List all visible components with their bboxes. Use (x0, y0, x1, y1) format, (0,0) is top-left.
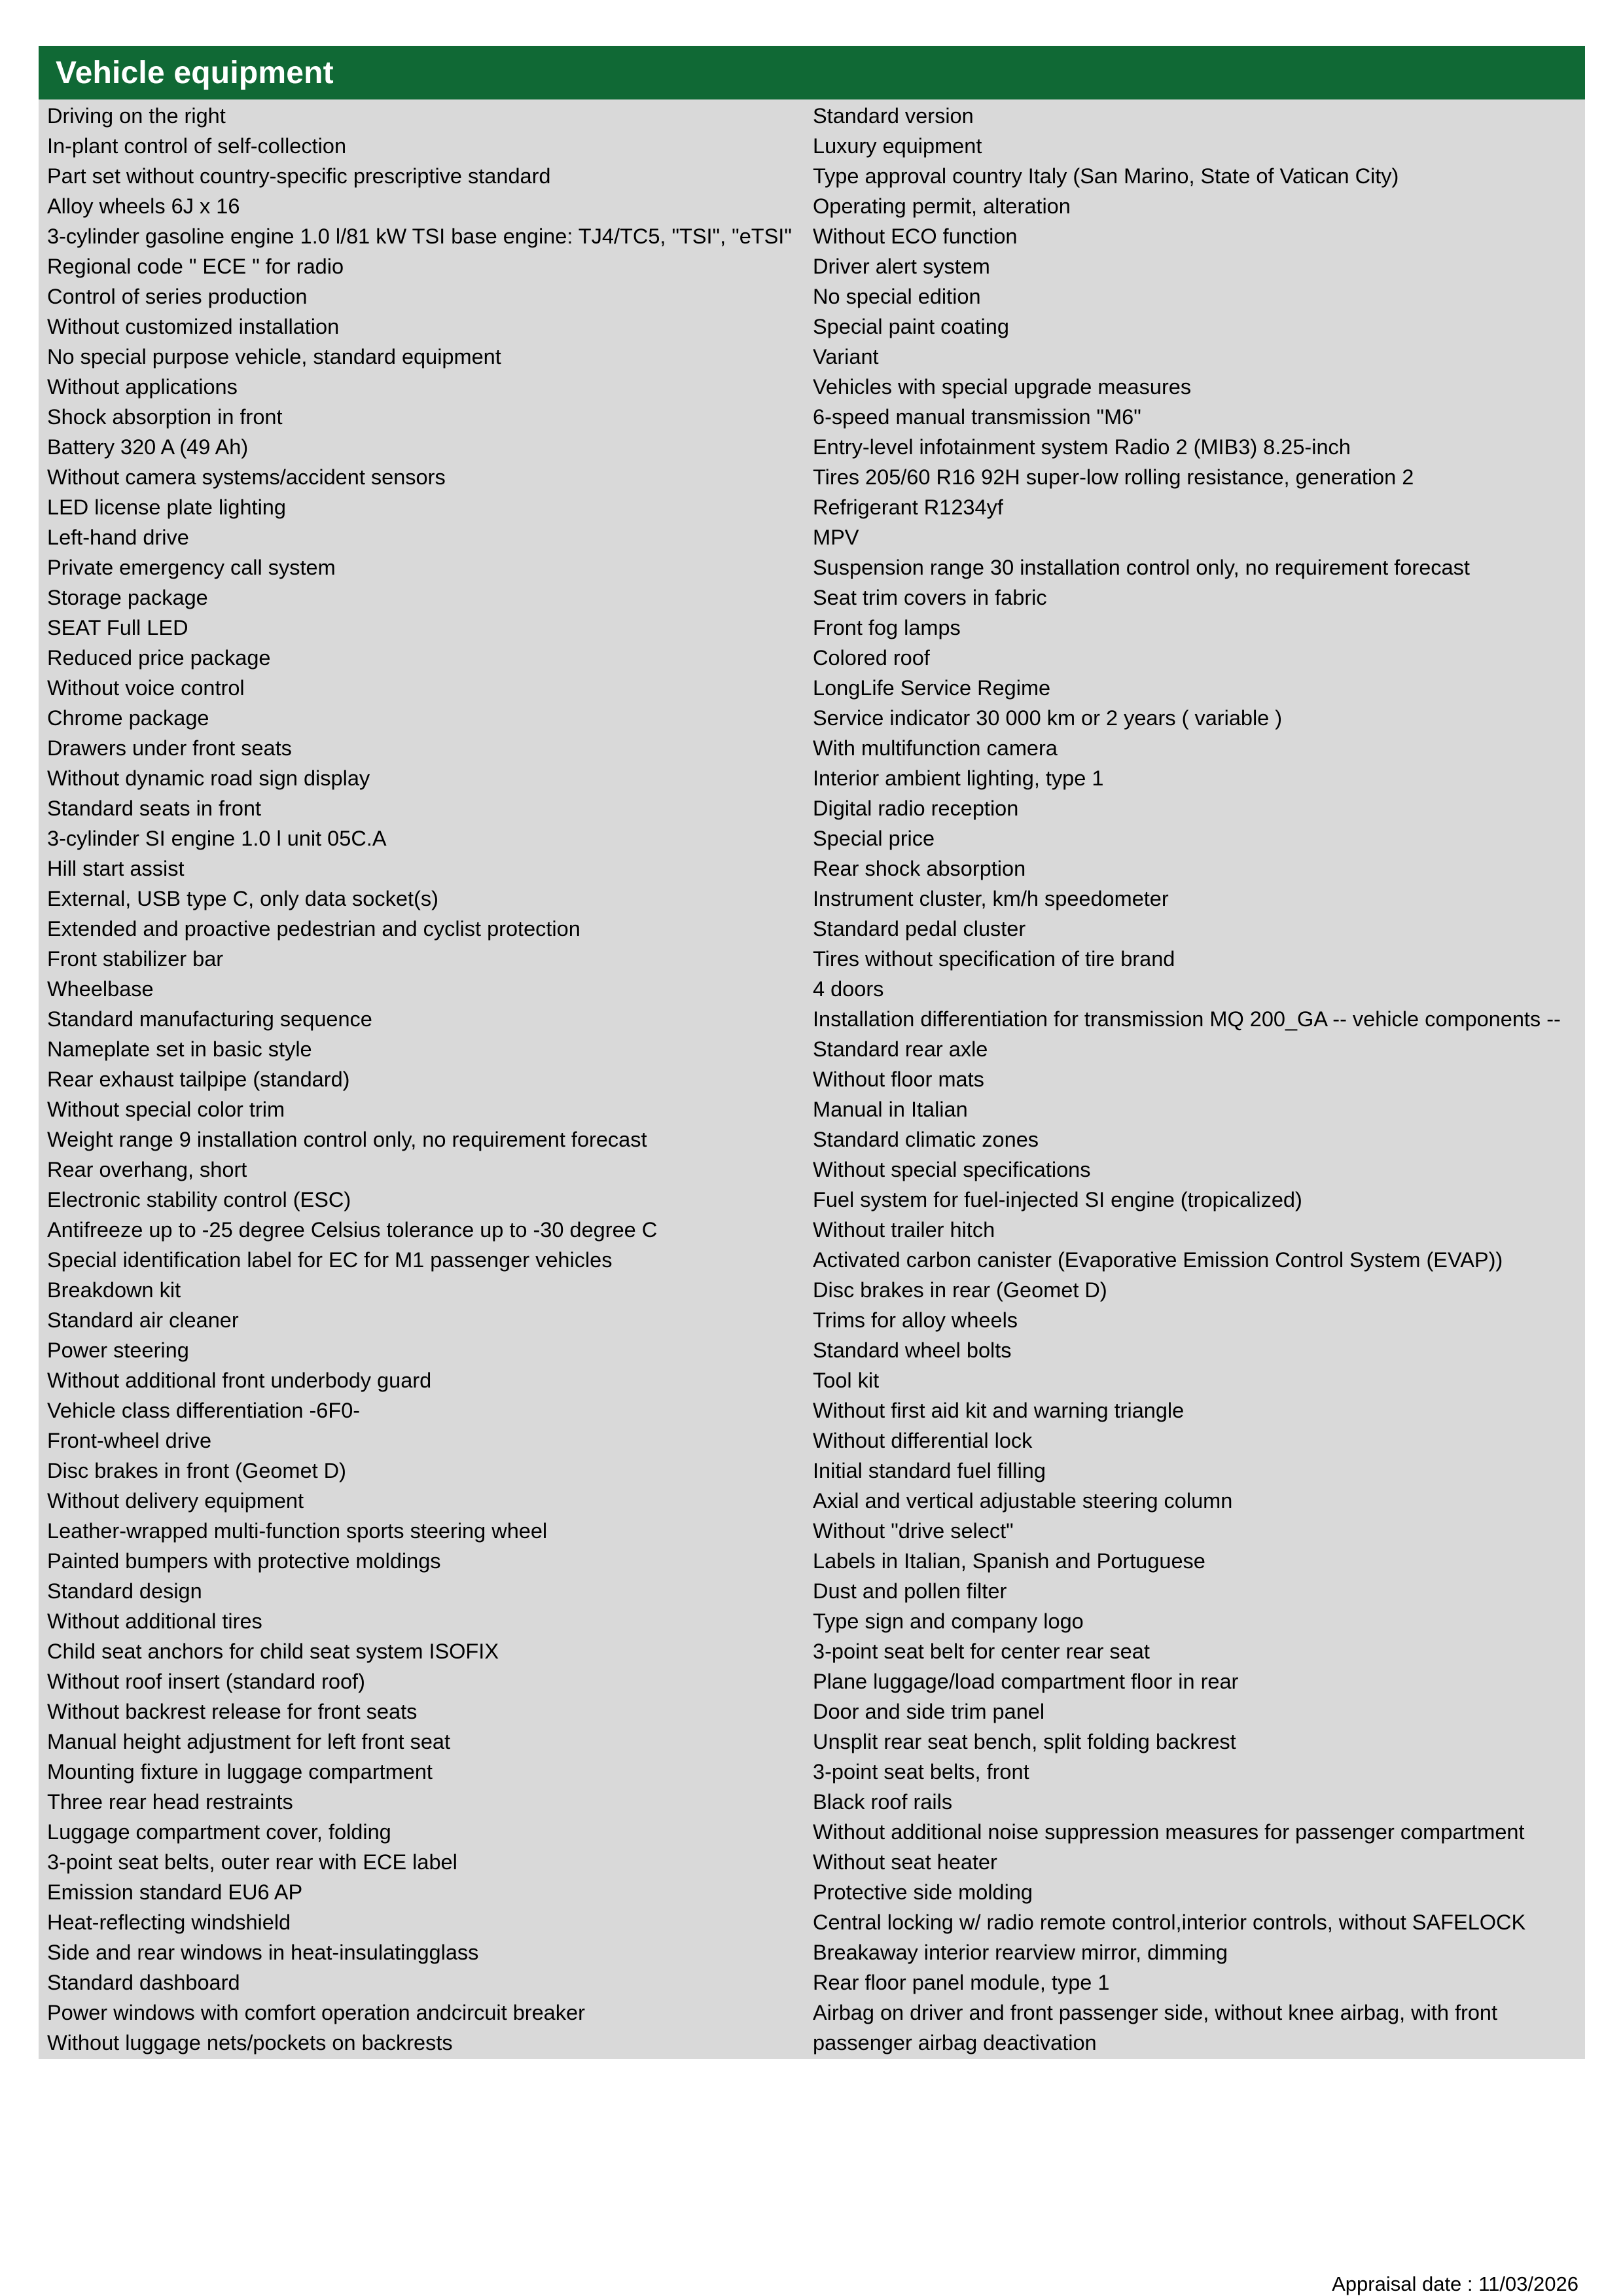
equipment-item: Special identification label for EC for M1 passenger vehicles (47, 1248, 613, 1272)
equipment-item: Interior ambient lighting, type 1 (813, 766, 1104, 790)
equipment-item: Without voice control (47, 676, 245, 700)
equipment-item: Without trailer hitch (813, 1218, 995, 1242)
equipment-item: Protective side molding (813, 1880, 1033, 1904)
equipment-item: LED license plate lighting (47, 495, 286, 519)
equipment-item: Without special color trim (47, 1098, 285, 1121)
equipment-item: Weight range 9 installation control only, no requirement forecast (47, 1128, 647, 1151)
equipment-item: Power steering (47, 1338, 189, 1362)
equipment-item: Standard manufacturing sequence (47, 1007, 372, 1031)
equipment-item: External, USB type C, only data socket(s) (47, 887, 438, 910)
equipment-item: Reduced price package (47, 646, 271, 670)
equipment-item: No special edition (813, 285, 981, 308)
equipment-list (39, 99, 1585, 2059)
equipment-item: Special paint coating (813, 315, 1009, 338)
equipment-item: Service indicator 30 000 km or 2 years ( variable ) (813, 706, 1283, 730)
equipment-item: Black roof rails (813, 1790, 953, 1814)
equipment-item: Standard version (813, 104, 974, 128)
equipment-item: MPV (813, 526, 859, 549)
vehicle-equipment-section (39, 46, 1585, 2059)
equipment-item: Manual in Italian (813, 1098, 968, 1121)
equipment-item: Tires without specification of tire brand (813, 947, 1175, 971)
equipment-item: Battery 320 A (49 Ah) (47, 435, 249, 459)
section-title: Vehicle equipment (56, 55, 334, 90)
equipment-item: Front stabilizer bar (47, 947, 224, 971)
equipment-item: Antifreeze up to -25 degree Celsius tolerance up to -30 degree C (47, 1218, 658, 1242)
equipment-item: 6-speed manual transmission "M6" (813, 405, 1141, 429)
equipment-item: Manual height adjustment for left front seat (47, 1730, 451, 1753)
equipment-item: Operating permit, alteration (813, 194, 1071, 218)
equipment-item: No special purpose vehicle, standard equipment (47, 345, 501, 368)
equipment-item: Breakaway interior rearview mirror, dimming (813, 1941, 1228, 1964)
equipment-item: Unsplit rear seat bench, split folding backrest (813, 1730, 1236, 1753)
equipment-item: Without ECO function (813, 224, 1018, 248)
equipment-item: Without backrest release for front seats (47, 1700, 418, 1723)
equipment-item: Type approval country Italy (San Marino, State of Vatican City) (813, 164, 1399, 188)
equipment-item: Without differential lock (813, 1429, 1033, 1452)
equipment-item: Standard design (47, 1579, 202, 1603)
equipment-item: Vehicles with special upgrade measures (813, 375, 1192, 399)
equipment-item: Tool kit (813, 1369, 880, 1392)
equipment-item: 3-point seat belts, outer rear with ECE label (47, 1850, 457, 1874)
equipment-column-left (39, 101, 813, 2058)
equipment-item: Labels in Italian, Spanish and Portuguese (813, 1549, 1205, 1573)
equipment-item: Rear floor panel module, type 1 (813, 1971, 1110, 1994)
equipment-item: In-plant control of self-collection (47, 134, 347, 158)
equipment-item: Disc brakes in front (Geomet D) (47, 1459, 346, 1482)
equipment-item: Without additional tires (47, 1609, 262, 1633)
equipment-item: LongLife Service Regime (813, 676, 1051, 700)
equipment-item: Without delivery equipment (47, 1489, 304, 1513)
equipment-item: SEAT Full LED (47, 616, 188, 639)
equipment-item: Seat trim covers in fabric (813, 586, 1047, 609)
equipment-item: Standard climatic zones (813, 1128, 1039, 1151)
equipment-item: 4 doors (813, 977, 884, 1001)
equipment-item: Without additional front underbody guard (47, 1369, 432, 1392)
equipment-item: Axial and vertical adjustable steering column (813, 1489, 1233, 1513)
equipment-item: Child seat anchors for child seat system ISOFIX (47, 1640, 499, 1663)
equipment-item: Rear shock absorption (813, 857, 1026, 880)
equipment-item: Three rear head restraints (47, 1790, 293, 1814)
equipment-item: Without additional noise suppression measures for passenger compartment (813, 1820, 1525, 1844)
equipment-item: Plane luggage/load compartment floor in rear (813, 1670, 1239, 1693)
appraisal-date-label: Appraisal date : (1332, 2272, 1479, 2295)
footer (1332, 2272, 1578, 2296)
appraisal-date-value: 11/03/2026 (1478, 2272, 1578, 2295)
equipment-item: Suspension range 30 installation control only, no requirement forecast (813, 556, 1470, 579)
equipment-item: Rear overhang, short (47, 1158, 247, 1181)
equipment-item: Standard pedal cluster (813, 917, 1026, 941)
equipment-item: Without customized installation (47, 315, 340, 338)
equipment-item: 3-point seat belt for center rear seat (813, 1640, 1150, 1663)
equipment-item: Luxury equipment (813, 134, 982, 158)
equipment-column-right (813, 101, 1585, 2058)
equipment-item: Rear exhaust tailpipe (standard) (47, 1067, 350, 1091)
equipment-item: Front fog lamps (813, 616, 961, 639)
equipment-item: Without applications (47, 375, 238, 399)
equipment-item: Instrument cluster, km/h speedometer (813, 887, 1169, 910)
equipment-item: Digital radio reception (813, 797, 1019, 820)
equipment-item: Trims for alloy wheels (813, 1308, 1018, 1332)
equipment-item: Front-wheel drive (47, 1429, 212, 1452)
equipment-item: Leather-wrapped multi-function sports steering wheel (47, 1519, 548, 1543)
equipment-item: 3-point seat belts, front (813, 1760, 1029, 1784)
equipment-item: Vehicle class differentiation -6F0- (47, 1399, 361, 1422)
equipment-item: Driver alert system (813, 255, 990, 278)
equipment-item: Breakdown kit (47, 1278, 181, 1302)
equipment-item: Without camera systems/accident sensors (47, 465, 446, 489)
equipment-item: Left-hand drive (47, 526, 189, 549)
equipment-item: Storage package (47, 586, 208, 609)
equipment-item: Part set without country-specific prescriptive standard (47, 164, 551, 188)
equipment-item: Driving on the right (47, 104, 226, 128)
equipment-item: Without floor mats (813, 1067, 984, 1091)
equipment-item: Hill start assist (47, 857, 185, 880)
equipment-item: Nameplate set in basic style (47, 1037, 312, 1061)
equipment-item: Airbag on driver and front passenger side, without knee airbag, with front passenger airbag deactivation (813, 2001, 1498, 2054)
equipment-item: Shock absorption in front (47, 405, 283, 429)
equipment-item: Private emergency call system (47, 556, 336, 579)
equipment-item: Without seat heater (813, 1850, 997, 1874)
equipment-item: Painted bumpers with protective moldings (47, 1549, 441, 1573)
equipment-item: Type sign and company logo (813, 1609, 1084, 1633)
equipment-item: Without "drive select" (813, 1519, 1014, 1543)
equipment-item: Luggage compartment cover, folding (47, 1820, 391, 1844)
equipment-item: Variant (813, 345, 879, 368)
equipment-item: Wheelbase (47, 977, 154, 1001)
equipment-item: Without dynamic road sign display (47, 766, 370, 790)
equipment-item: Electronic stability control (ESC) (47, 1188, 351, 1211)
equipment-item: Emission standard EU6 AP (47, 1880, 303, 1904)
equipment-item: 3-cylinder gasoline engine 1.0 l/81 kW TSI base engine: TJ4/TC5, "TSI", "eTSI" (47, 224, 792, 248)
equipment-item: Initial standard fuel filling (813, 1459, 1046, 1482)
equipment-item: Dust and pollen filter (813, 1579, 1007, 1603)
equipment-item: Side and rear windows in heat-insulatingglass (47, 1941, 479, 1964)
equipment-item: Without first aid kit and warning triangle (813, 1399, 1185, 1422)
equipment-item: Regional code " ECE " for radio (47, 255, 344, 278)
equipment-item: Standard air cleaner (47, 1308, 239, 1332)
equipment-item: Entry-level infotainment system Radio 2 (MIB3) 8.25-inch (813, 435, 1351, 459)
equipment-item: Extended and proactive pedestrian and cyclist protection (47, 917, 580, 941)
equipment-item: Control of series production (47, 285, 308, 308)
equipment-item: Standard seats in front (47, 797, 261, 820)
equipment-item: Activated carbon canister (Evaporative Emission Control System (EVAP)) (813, 1248, 1503, 1272)
equipment-item: Mounting fixture in luggage compartment (47, 1760, 433, 1784)
equipment-item: Drawers under front seats (47, 736, 292, 760)
equipment-item: Power windows with comfort operation andcircuit breaker (47, 2001, 585, 2024)
equipment-item: Standard dashboard (47, 1971, 240, 1994)
equipment-item: Door and side trim panel (813, 1700, 1045, 1723)
equipment-item: Standard rear axle (813, 1037, 988, 1061)
equipment-item: Standard wheel bolts (813, 1338, 1012, 1362)
equipment-item: Without roof insert (standard roof) (47, 1670, 365, 1693)
equipment-item: Special price (813, 827, 935, 850)
equipment-item: Disc brakes in rear (Geomet D) (813, 1278, 1107, 1302)
equipment-item: Refrigerant R1234yf (813, 495, 1003, 519)
equipment-item: Without special specifications (813, 1158, 1091, 1181)
equipment-item: Chrome package (47, 706, 209, 730)
equipment-item: Fuel system for fuel-injected SI engine (tropicalized) (813, 1188, 1302, 1211)
equipment-item: Alloy wheels 6J x 16 (47, 194, 240, 218)
equipment-item: Heat-reflecting windshield (47, 1910, 291, 1934)
section-header (39, 46, 1585, 99)
equipment-item: 3-cylinder SI engine 1.0 l unit 05C.A (47, 827, 387, 850)
equipment-item: Tires 205/60 R16 92H super-low rolling resistance, generation 2 (813, 465, 1414, 489)
equipment-item: Without luggage nets/pockets on backrests (47, 2031, 453, 2054)
equipment-item: Installation differentiation for transmission MQ 200_GA -- vehicle components -- (813, 1007, 1561, 1031)
equipment-item: Central locking w/ radio remote control,interior controls, without SAFELOCK (813, 1910, 1526, 1934)
equipment-item: Colored roof (813, 646, 930, 670)
equipment-item: With multifunction camera (813, 736, 1058, 760)
